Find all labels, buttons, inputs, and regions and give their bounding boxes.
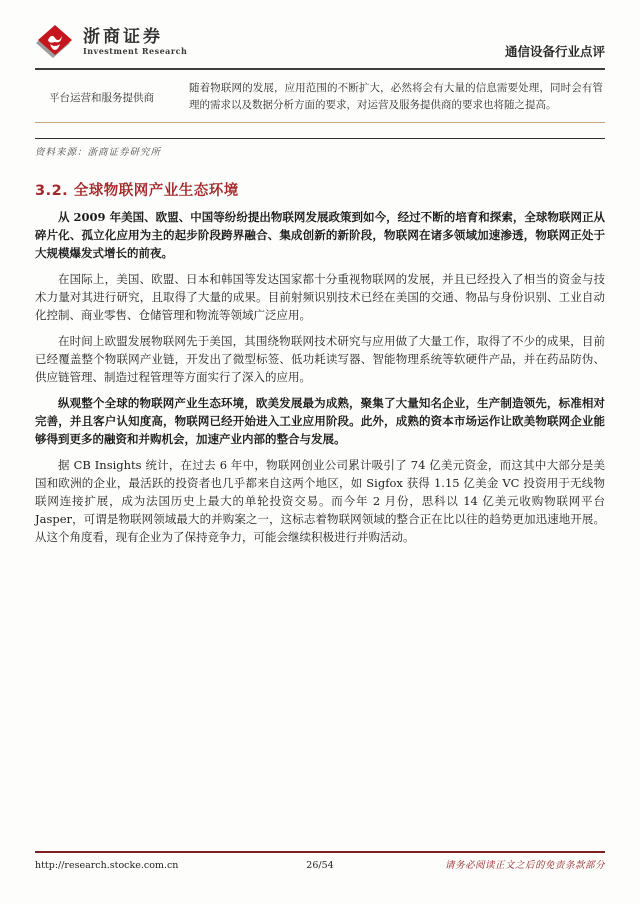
zheshang-logo-icon <box>35 22 75 62</box>
footer-page-number: 26/54 <box>306 860 334 871</box>
table-cell-label: 平台运营和服务提供商 <box>49 91 154 104</box>
table-cell-text: 随着物联网的发展，应用范围的不断扩大，必然将会有大量的信息需要处理，同时会有管理的需求以及数据分析方面的要求，对运营及服务提供商的要求也将随之提高。 <box>189 82 603 111</box>
page-footer <box>35 851 605 871</box>
paragraph-5: 据 CB Insights 统计，在过去 6 年中，物联网创业公司累计吸引了 74 亿美元资金，而这其中大部分是美国和欧洲的企业，最活跃的投资者也几乎都来自这两个地区，如 Sigfox 获得 1.15 亿美金 VC 投资用于无线物联网连接扩展，成为法国历史上最大的单轮投资交易。而今年 2 月份，思科以 14 亿美元收购物联网平台 Jasper，可谓是物联网领域最大的并购案之一，这标志着物联网领域的整合正在比以往的趋势更加迅速地开展。从这个角度看，现有企业为了保持竞争力，可能会继续积极进行并购活动。 <box>35 458 605 544</box>
paragraph-4: 纵观整个全球的物联网产业生态环境，欧美发展最为成熟，聚集了大量知名企业，生产制造领先，标准相对完善，并且客户认知度高，物联网已经开始进入工业应用阶段。此外，成熟的资本市场运作让欧美物联网企业能够得到更多的融资和并购机会，加速产业内部的整合与发展。 <box>35 396 605 446</box>
table-row <box>35 76 605 123</box>
brand-subtitle: Investment Research <box>83 45 188 56</box>
brand-name: 浙商证券 <box>83 27 163 48</box>
paragraph-3: 在时间上欧盟发展物联网先于美国，其围绕物联网技术研究与应用做了大量工作，取得了不少的成果，目前已经覆盖整个物联网产业链，开发出了微型标签、低功耗读写器、智能物理系统等软硬件产品，并在药品防伪、供应链管理、制造过程管理等方面实行了深入的应用。 <box>35 334 605 384</box>
paragraph-1: 从 2009 年美国、欧盟、中国等纷纷提出物联网发展政策到如今，经过不断的培育和探索，全球物联网正从碎片化、孤立化应用为主的起步阶段跨界融合、集成创新的新阶段，物联网在诸多领域加速渗透，物联网正处于大规模爆发式增长的前夜。 <box>35 210 605 260</box>
section-heading: 3.2. 全球物联网产业生态环境 <box>35 183 239 199</box>
footer-url[interactable]: http://research.stocke.com.cn <box>35 860 179 871</box>
report-type-label: 通信设备行业点评 <box>504 44 605 59</box>
page-header <box>35 0 605 70</box>
brand-logo <box>35 22 187 62</box>
brand-text <box>83 28 187 55</box>
source-note: 资料来源：浙商证券研究所 <box>35 147 162 158</box>
paragraph-2: 在国际上，美国、欧盟、日本和韩国等发达国家都十分重视物联网的发展，并且已经投入了相当的资金与技术力量对其进行研究，且取得了大量的成果。目前射频识别技术已经在美国的交通、物品与身份识别、工业自动化控制、商业零售、仓储管理和物流等领域广泛应用。 <box>35 272 605 322</box>
footer-disclaimer: 请务必阅读正文之后的免责条款部分 <box>444 860 605 871</box>
